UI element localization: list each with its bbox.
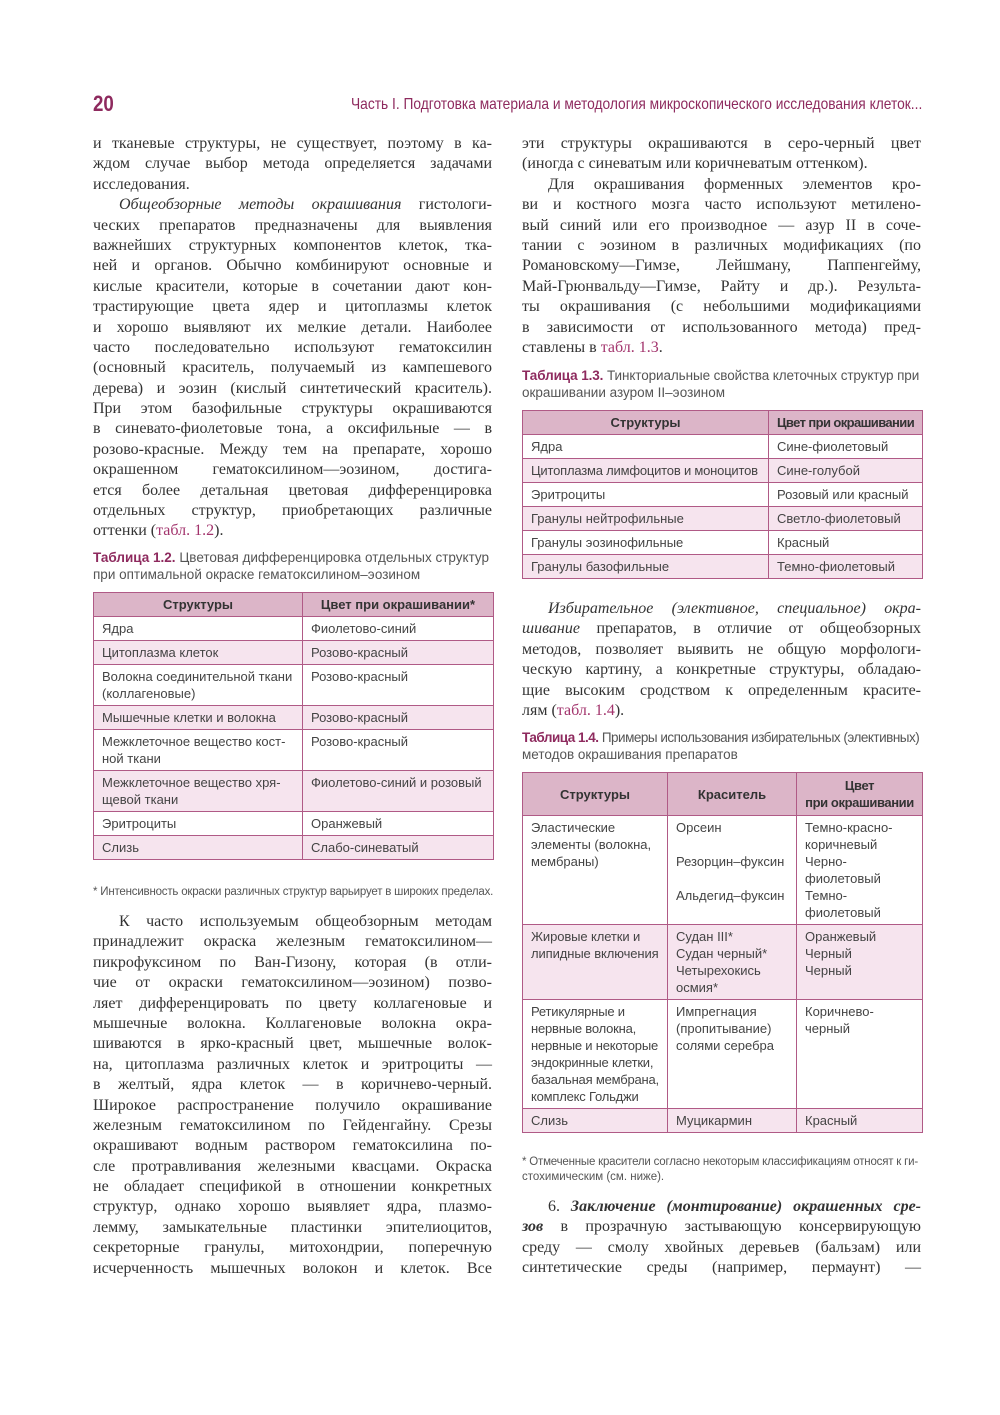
column-header: Цвет при окрашивании (797, 773, 923, 816)
text-line (93, 1136, 492, 1156)
table-cell: Красный (769, 531, 923, 555)
text-line (93, 521, 492, 541)
text-span: розово-красные. Между тем на препарате, хорошо (93, 440, 492, 458)
text-line (93, 460, 492, 480)
text-span: (основный краситель, получаемый из кампешевого (93, 359, 492, 377)
text-span: и тканевые структуры, не существует, поэтому в ка- (93, 135, 492, 152)
table-label: Таблица 1.4. (522, 730, 599, 745)
text-span: ческую картину, а конкретные структуры, обладаю- (522, 661, 921, 679)
text-line (93, 1157, 492, 1177)
text-line (522, 338, 921, 358)
table-row (523, 507, 923, 531)
text-span: Широкое распространение получило окрашивание (93, 1096, 492, 1114)
table-1-4-footnote (522, 1155, 922, 1185)
text-span: 6. (548, 1198, 571, 1215)
text-line (93, 501, 492, 521)
text-span: лемму, замыкательные пластинки эпителиоцитов, (93, 1218, 492, 1236)
table-label: Таблица 1.2. (93, 550, 176, 565)
table-header-row (523, 411, 923, 435)
text-line (522, 318, 921, 338)
text-span: ты окрашивания (с небольшими модификациями (522, 298, 921, 316)
table-cell: Ядра (523, 435, 769, 459)
table-cell: Фиолетово-синий и розовый (303, 771, 494, 812)
caption-line: методов окрашивания препаратов (522, 747, 738, 762)
text-span: принадлежит окраска железным гематоксилином— (93, 933, 492, 951)
text-line (522, 701, 921, 721)
right-text-3 (522, 1197, 921, 1279)
table-cell: Муцикармин (668, 1109, 797, 1133)
table-row (94, 706, 494, 730)
text-line (93, 399, 492, 419)
text-span: гистологи- (401, 196, 492, 214)
text-span: структур, однако хорошо выявляет ядра, плазмо- (93, 1198, 492, 1216)
text-line (93, 154, 492, 174)
table-row (94, 771, 494, 812)
column-header: Цвет при окрашивании (769, 411, 923, 435)
table-row (523, 925, 923, 1000)
text-line (93, 994, 492, 1014)
text-span: железным гематоксилином по Гейденгайну. Срезы (93, 1116, 492, 1134)
table-cell: Ретикулярные и нервные волокна, нервные и некоторые эндокринные клетки, базальная мембрана, комплекс Гольджи (523, 1000, 668, 1109)
text-span: ляет дифференцировать по цвету коллагеновые и (93, 994, 492, 1012)
text-line (522, 660, 921, 680)
text-line (93, 318, 492, 338)
table-header-row (523, 773, 923, 816)
text-span: Заключение (монтирование) окрашенных сре- (570, 1198, 921, 1215)
table-cell: Сине-фиолетовый (769, 435, 923, 459)
text-line (522, 1258, 921, 1278)
text-span: трастирующие цвета ядер и цитоплазмы клеток (93, 298, 492, 316)
text-span: часто последовательно используют гематоксилин (93, 338, 492, 356)
table-cell: Мышечные клетки и волокна (94, 706, 303, 730)
text-span: Для окрашивания форменных элементов кро- (548, 175, 921, 193)
table-row (523, 531, 923, 555)
table-cell: Слизь (94, 836, 303, 860)
text-span: ней и органов. Обычно комбинируют основные и (93, 257, 492, 275)
table-cell: Цитоплазма лимфоцитов и моноцитов (523, 459, 769, 483)
text-line (93, 1197, 492, 1217)
text-line (93, 134, 492, 154)
left-text-2 (93, 912, 492, 1279)
text-line (93, 256, 492, 276)
table-cell: Эластические элементы (волокна, мембраны) (523, 816, 668, 925)
table-cell: Фиолетово-синий (303, 617, 494, 641)
text-line (93, 379, 492, 399)
table-cell: Гранулы нейтрофильные (523, 507, 769, 531)
table-cell: Эритроциты (523, 483, 769, 507)
text-line (522, 256, 921, 276)
text-span: ). (214, 522, 224, 540)
text-line (522, 640, 921, 660)
text-span: тании с эозином в различных модификациях (по (522, 236, 921, 254)
table-cell: Розово-красный (303, 706, 494, 730)
text-line (522, 681, 921, 701)
text-span: эти структуры окрашиваются в серо-черный цвет (522, 135, 921, 152)
table-1-2-caption (93, 549, 493, 583)
text-span: лям ( (522, 701, 557, 719)
text-span: мышечные волокна. Коллагеновые волокна окра- (93, 1014, 492, 1032)
table-reference-link[interactable]: табл. 1.3 (600, 338, 659, 356)
text-span: в зависимости от использованного метода) пред- (522, 318, 921, 336)
text-line (93, 932, 492, 952)
table-cell: Розово-красный (303, 665, 494, 706)
table-cell: Судан III* Судан черный* Четырехокись осмия* (668, 925, 797, 1000)
text-span: зов (522, 1218, 544, 1236)
table-cell: Оранжевый Черный Черный (797, 925, 923, 1000)
text-line (93, 1096, 492, 1116)
table-cell: Розово-красный (303, 730, 494, 771)
table-cell: Слизь (523, 1109, 668, 1133)
text-span: секреторные гранулы, митохондрии, поперечную (93, 1239, 492, 1257)
caption-line: Цветовая дифференцировка отдельных структур (179, 550, 490, 565)
table-row (523, 483, 923, 507)
left-text-1 (93, 134, 492, 542)
footnote-line: стохимическим (см. ниже). (522, 1171, 665, 1183)
text-span: ставлены в (522, 338, 601, 356)
text-span: и хорошо выявляют их мелкие детали. Наиболее (93, 318, 492, 336)
table-cell: Жировые клетки и липидные включения (523, 925, 668, 1000)
table-cell: Оранжевый (303, 812, 494, 836)
text-line (93, 973, 492, 993)
text-line (93, 953, 492, 973)
text-line (93, 1238, 492, 1258)
table-row (94, 730, 494, 771)
table-cell: Ядра (94, 617, 303, 641)
text-span: ческих препаратов предназначены для выявления (93, 216, 492, 234)
text-line (522, 599, 921, 619)
text-span: К часто используемым общеобзорным методам (119, 913, 492, 930)
text-span: на, цитоплазма различных клеток и эритроциты — (93, 1055, 492, 1073)
text-line (522, 195, 921, 215)
text-line (93, 297, 492, 317)
table-cell: Сине-голубой (769, 459, 923, 483)
text-span: При этом базофильные структуры окрашиваются (93, 400, 492, 418)
text-line (93, 481, 492, 501)
table-reference-link[interactable]: табл. 1.2 (156, 522, 215, 540)
table-cell: Межклеточное вещество хря- щевой ткани (94, 771, 303, 812)
caption-line: Примеры использования избирательных (элективных) (601, 730, 920, 745)
text-span: пикрофуксином по Ван-Гизону, которая (в отли- (93, 953, 492, 971)
caption-line: Тинкториальные свойства клеточных структур при (607, 368, 920, 383)
text-span: Общеобзорные методы окрашивания (119, 196, 402, 214)
table-cell: Темно-фиолетовый (769, 555, 923, 579)
text-span: сле протравливания железными квасцами. Окраска (93, 1157, 492, 1175)
text-span: шивание (522, 620, 580, 638)
text-span: препаратов, в отличие от общеобзорных (579, 620, 921, 638)
text-line (93, 1055, 492, 1075)
table-cell: Темно-красно- коричневый Черно- фиолетовый Темно- фиолетовый (797, 816, 923, 925)
text-span: шиваются в ярко-красный цвет, мышечные волок- (93, 1035, 492, 1053)
table-1-4 (522, 772, 923, 1133)
text-span: синтетические среды (например, пермаунт) — (522, 1259, 921, 1277)
table-1-2-footnote: * Интенсивность окраски различных структур варьирует в широких пределах. (93, 886, 494, 898)
table-header-row (94, 593, 494, 617)
text-span: вый синий или его производное — азур II в соче- (522, 216, 921, 234)
text-line (93, 338, 492, 358)
text-line (522, 175, 921, 195)
table-cell: Розовый или красный (769, 483, 923, 507)
table-row (523, 435, 923, 459)
table-cell: Гранулы эозинофильные (523, 531, 769, 555)
table-cell: Цитоплазма клеток (94, 641, 303, 665)
text-span: исследования. (93, 175, 190, 193)
text-span: щие высоким сродством к определенным красите- (522, 681, 921, 699)
right-text-1 (522, 134, 921, 358)
page-number: 20 (93, 91, 114, 116)
table-1-3-caption (522, 367, 922, 401)
footnote-line: * Отмеченные красители согласно некоторым классификациям относят к ги- (522, 1156, 918, 1168)
text-span: Избирательное (элективное, специальное) окра- (548, 600, 921, 617)
table-cell: Импрегнация (пропитывание) солями серебра (668, 1000, 797, 1109)
text-span: в прозрачную застывающую консервирующую (543, 1218, 921, 1236)
caption-line: при оптимальной окраске гематоксилином–эозином (93, 567, 421, 582)
text-span: ется более детальная цветовая дифференцировка (93, 481, 492, 499)
text-span: исчерченность мышечных волокон и клеток. Все (93, 1259, 492, 1277)
text-line (93, 419, 492, 439)
table-reference-link[interactable]: табл. 1.4 (556, 701, 615, 719)
text-line (93, 358, 492, 378)
table-cell: Светло-фиолетовый (769, 507, 923, 531)
text-span: в синевато-фиолетовые тона, а оксифильные — в (93, 420, 492, 438)
text-line (522, 154, 921, 174)
text-line (93, 912, 492, 932)
table-row (94, 665, 494, 706)
text-line (522, 236, 921, 256)
text-span: (иногда с синеватым или коричневатым оттенком). (522, 155, 868, 173)
text-span: Май-Грюнвальду—Гимзе, Райту и др.). Результа- (522, 277, 921, 295)
table-row (523, 816, 923, 925)
table-cell: Красный (797, 1109, 923, 1133)
table-row (523, 1000, 923, 1109)
text-span: ждом случае выбор метода определяется задачами (93, 155, 492, 173)
column-header: Структуры (94, 593, 303, 617)
text-line (93, 195, 492, 215)
text-span: ви и костного мозга часто используют метилено- (522, 196, 921, 214)
text-span: дерева) и эозин (кислый синтетический краситель). (93, 379, 492, 397)
table-cell: Коричнево- черный (797, 1000, 923, 1109)
text-line (522, 297, 921, 317)
text-span: методов, позволяет выявить не общую морфологи- (522, 640, 921, 658)
table-cell: Эритроциты (94, 812, 303, 836)
text-line (93, 175, 492, 195)
table-1-3 (522, 410, 923, 579)
text-line (522, 134, 921, 154)
table-row (94, 812, 494, 836)
text-span: Романовскому—Гимзе, Лейшману, Паппенгейму, (522, 257, 921, 275)
text-line (93, 216, 492, 236)
text-line (93, 440, 492, 460)
table-cell: Межклеточное вещество кост- ной ткани (94, 730, 303, 771)
column-header: Цвет при окрашивании* (303, 593, 494, 617)
text-line (522, 216, 921, 236)
table-cell: Розово-красный (303, 641, 494, 665)
table-1-4-caption (522, 729, 922, 763)
text-line (93, 236, 492, 256)
table-row (523, 459, 923, 483)
text-span: чие от окраски гематоксилином—эозином) позво- (93, 974, 492, 992)
table-row (94, 617, 494, 641)
table-1-2 (93, 592, 494, 860)
text-line (522, 1238, 921, 1258)
table-row (523, 1109, 923, 1133)
text-line (522, 1197, 921, 1217)
table-row (523, 555, 923, 579)
text-span: оттенки ( (93, 522, 157, 540)
table-row (94, 641, 494, 665)
text-span: отдельных структур, приобретающих различные (93, 502, 492, 520)
table-cell: Орсеин Резорцин–фуксин Альдегид–фуксин (668, 816, 797, 925)
text-span: окрашенном гематоксилином—эозином, достига- (93, 461, 492, 479)
caption-line: окрашивании азуром II–эозином (522, 385, 726, 400)
text-line (93, 1116, 492, 1136)
text-line (93, 1075, 492, 1095)
column-header: Краситель (668, 773, 797, 816)
text-line (93, 1218, 492, 1238)
text-span: . (658, 338, 663, 356)
table-cell: Волокна соединительной ткани (коллагеновые) (94, 665, 303, 706)
table-row (94, 836, 494, 860)
text-span: не обладает спецификой в отношении конкретных (93, 1178, 492, 1196)
text-span: в желтый, ядра клеток — в коричнево-черный. (93, 1076, 492, 1094)
text-span: важнейших структурных компонентов клеток, тка- (93, 236, 492, 254)
text-line (93, 277, 492, 297)
text-span: ). (614, 701, 625, 719)
text-line (93, 1177, 492, 1197)
text-line (522, 277, 921, 297)
text-line (93, 1034, 492, 1054)
table-cell: Слабо-синеватый (303, 836, 494, 860)
text-span: среду — смолу хвойных деревьев (бальзам) или (522, 1238, 921, 1256)
text-line (93, 1014, 492, 1034)
text-span: окрашивают водным раствором гематоксилина по- (93, 1137, 492, 1155)
table-cell: Гранулы базофильные (523, 555, 769, 579)
text-line (93, 1259, 492, 1279)
table-label: Таблица 1.3. (522, 368, 604, 383)
column-header: Структуры (523, 773, 668, 816)
text-span: кислые красители, которые в сочетании дают кон- (93, 277, 492, 295)
text-line (522, 1217, 921, 1237)
right-text-2 (522, 599, 921, 721)
text-line (522, 619, 921, 639)
running-title: Часть I. Подготовка материала и методология микроскопического исследования клеток... (350, 96, 922, 113)
column-header: Структуры (523, 411, 769, 435)
